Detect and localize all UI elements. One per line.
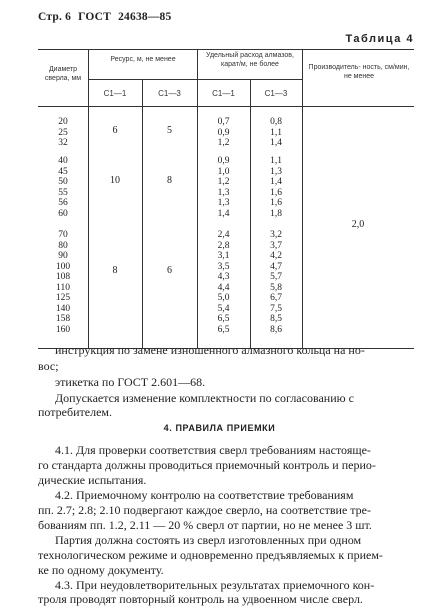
cell-diameter: 90 [58, 251, 68, 261]
paragraph-line: этикетка по ГОСТ 2.601—68. [55, 375, 206, 389]
cell-consumption: 5,0 [217, 293, 230, 303]
cell-consumption: 2,8 [217, 240, 230, 251]
cell-diameter: 110 [56, 282, 70, 293]
cell-consumption: 0,7 [217, 117, 230, 127]
productivity-value: 2,0 [351, 219, 365, 230]
cell-consumption: 1,2 [217, 138, 230, 148]
cell-diameter: 140 [55, 303, 71, 314]
cell-consumption: 3,2 [270, 230, 282, 240]
paragraph-line: дические испытания. [38, 473, 147, 487]
gost-label: ГОСТ [78, 11, 112, 23]
table-caption: Таблица 4 [345, 33, 414, 45]
group2-cons-c1-3 [250, 156, 302, 219]
header-bottom-rule [38, 106, 414, 107]
paragraph-line: 4.1. Для проверки соответствия сверл требованиям настояще- [55, 443, 371, 457]
col-rule-2 [142, 79, 143, 349]
group1-cons-c1-1 [197, 117, 250, 149]
cell-diameter: 125 [55, 293, 71, 303]
subheader-rule [88, 79, 302, 80]
cell-diameter: 25 [58, 127, 68, 138]
cell-consumption: 1,4 [217, 208, 230, 219]
paragraph-line: Партия должна состоять из сверл изготовленных при одном [55, 533, 362, 547]
paragraph-line: потребителем. [38, 405, 112, 419]
paragraph-line: Допускается изменение комплектности по согласованию с [55, 391, 354, 405]
data-table [38, 49, 414, 349]
cell-consumption: 0,8 [270, 117, 282, 127]
cell-consumption: 5,7 [270, 272, 282, 282]
cell-consumption: 1,2 [217, 177, 230, 187]
cell-consumption: 1,3 [217, 198, 230, 208]
cell-diameter: 100 [55, 261, 71, 272]
cell-consumption: 1,6 [270, 187, 282, 198]
page-number: Стр. 6 [38, 11, 72, 23]
cell-consumption: 5,8 [270, 282, 282, 293]
cell-consumption: 8,5 [270, 314, 282, 324]
group3-diameters [38, 230, 88, 335]
group1-diameters [38, 117, 88, 149]
cell-consumption: 3,1 [217, 251, 230, 261]
cell-consumption: 1,4 [270, 177, 282, 187]
paragraph-line: вос; [38, 359, 59, 373]
paragraph-line: бованиям пп. 1.2, 2.11 — 20 % сверл от партии, но не менее 3 шт. [38, 518, 372, 532]
cell-diameter: 108 [55, 272, 71, 282]
cell-diameter: 50 [58, 177, 68, 187]
col-rule-5 [302, 49, 303, 349]
header-productivity: Производитель- ность, см/мин, не менее [308, 64, 410, 80]
group3-cons-c1-1 [197, 230, 250, 335]
header-resource: Ресурс, м, не менее [110, 56, 176, 63]
cell-consumption: 1,4 [270, 138, 282, 148]
cell-consumption: 8,6 [270, 324, 282, 335]
cell-consumption: 2,4 [217, 230, 230, 240]
paragraph-line: пп. 2.7; 2.8; 2.10 подвергают каждое сверло, на соответствие тре- [38, 503, 372, 517]
cell-consumption: 3,7 [270, 240, 282, 251]
paragraph-line: 4.2. Приемочному контролю на соответствие требованиям [55, 488, 354, 502]
cell-consumption: 7,5 [270, 303, 282, 314]
cell-consumption: 1,1 [270, 156, 282, 166]
section-title: 4. ПРАВИЛА ПРИЕМКИ [163, 423, 276, 433]
cell-diameter: 40 [58, 156, 68, 166]
group2-diameters [38, 156, 88, 219]
cell-diameter: 20 [58, 117, 68, 127]
cell-diameter: 55 [58, 187, 68, 198]
cell-consumption: 6,5 [217, 324, 230, 335]
cell-diameter: 45 [58, 166, 68, 177]
cell-consumption: 6,5 [217, 314, 230, 324]
paragraph-line: троля проводят повторный контроль на удвоенном числе сверл. [38, 592, 363, 606]
cell-consumption: 1,3 [217, 187, 230, 198]
group3-res-c1-1: 8 [112, 265, 118, 276]
cell-consumption: 5,4 [217, 303, 230, 314]
cell-diameter: 158 [55, 314, 71, 324]
cell-consumption: 0,9 [217, 127, 230, 138]
cell-diameter: 80 [58, 240, 68, 251]
paragraph-line: ке по одному документу. [38, 563, 164, 577]
group2-res-c1-1: 10 [110, 175, 120, 186]
cell-consumption: 4,7 [270, 261, 282, 272]
header-consumption: Удельный расход алмазов, карат/м, не более [206, 52, 294, 68]
paragraph-line: технологическом режиме и одновременно предъявляемых к прием- [38, 548, 383, 562]
cell-diameter: 56 [58, 198, 68, 208]
paragraph-line: 4.3. При неудовлетворительных результатах приемочного кон- [55, 578, 375, 592]
subheader-res-c1-3: C1—3 [158, 89, 181, 98]
group3-res-c1-3: 6 [167, 265, 172, 276]
header-diameter: Диаметр сверла, мм [44, 66, 82, 82]
group1-res-c1-1: 6 [112, 125, 118, 136]
subheader-cons-c1-1: C1—1 [212, 89, 235, 98]
cell-diameter: 60 [58, 208, 68, 219]
page-header [38, 11, 175, 23]
cell-consumption: 1,8 [270, 208, 282, 219]
cell-consumption: 1,6 [270, 198, 282, 208]
group2-res-c1-3: 8 [167, 175, 172, 186]
cell-consumption: 4,4 [217, 282, 230, 293]
cell-consumption: 1,1 [270, 127, 282, 138]
table-top-rule [38, 49, 414, 50]
paragraph-line: инструкция по замене изношенного алмазного кольца на но- [55, 343, 365, 357]
subheader-res-c1-1: C1—1 [103, 89, 127, 98]
cell-consumption: 4,2 [270, 251, 282, 261]
standard-number: 24638—85 [118, 11, 172, 23]
cell-diameter: 32 [58, 138, 68, 148]
cell-consumption: 4,3 [217, 272, 230, 282]
cell-consumption: 0,9 [217, 156, 230, 166]
group1-cons-c1-3 [250, 117, 302, 149]
cell-diameter: 160 [55, 324, 71, 335]
cell-diameter: 70 [58, 230, 68, 240]
cell-consumption: 1,0 [217, 166, 230, 177]
cell-consumption: 6,7 [270, 293, 282, 303]
cell-consumption: 3,5 [217, 261, 230, 272]
group2-cons-c1-1 [197, 156, 250, 219]
cell-consumption: 1,3 [270, 166, 282, 177]
group3-cons-c1-3 [250, 230, 302, 335]
group1-res-c1-3: 5 [167, 125, 172, 136]
paragraph-line: го стандарта должны проводиться приемочный контроль и перио- [38, 458, 376, 472]
subheader-cons-c1-3: C1—3 [264, 89, 288, 98]
